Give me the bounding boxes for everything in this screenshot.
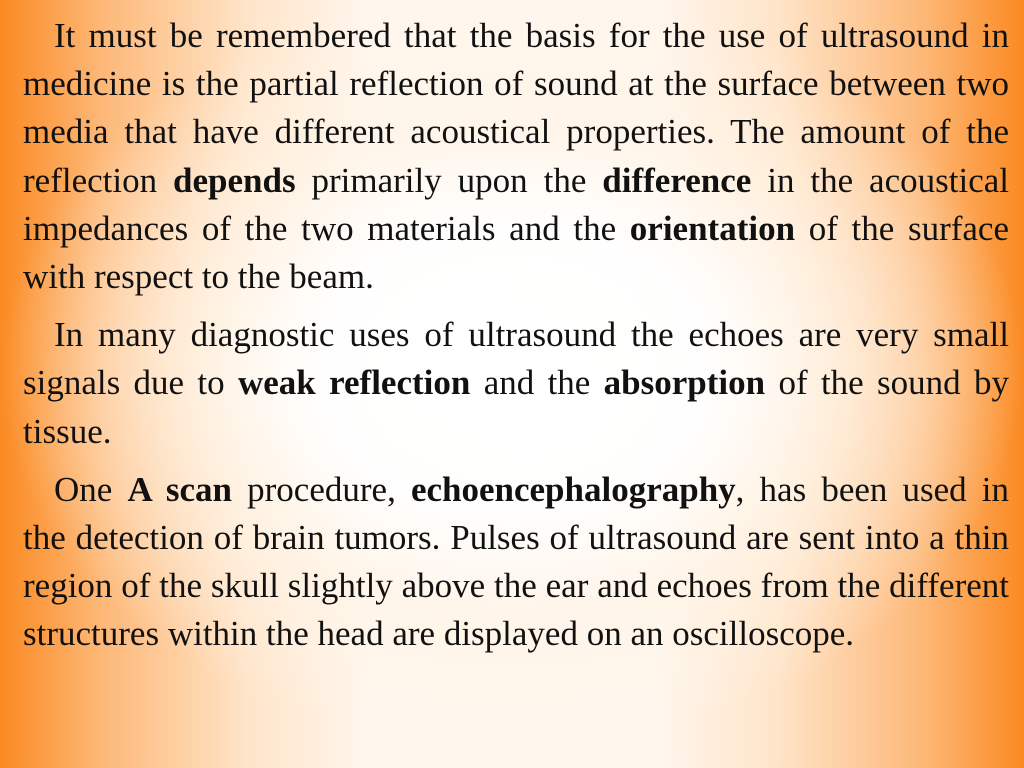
- bold-term-absorption: absorption: [603, 363, 766, 403]
- text-segment: in the acoustical impedances of the two materials and the: [23, 160, 1009, 248]
- paragraph-small-echo-signals: [23, 311, 1009, 456]
- text-segment: In many diagnostic uses of ultrasound the echoes are very small signals due to: [23, 315, 1009, 403]
- text-segment: primarily upon the: [295, 160, 603, 200]
- bold-term-difference: difference: [602, 160, 752, 200]
- bold-term-depends: depends: [173, 160, 296, 200]
- text-segment: of the surface with respect to the beam.: [23, 208, 1009, 297]
- text-segment: One: [54, 469, 128, 509]
- text-segment: , has been used in the detection of brain tumors. Pulses of ultrasound are sent into a thin region of the skull slightly above the ear and echoes from the different structures within the head are displayed on an oscilloscope.: [23, 469, 1010, 654]
- paragraph-reflection-basis: [23, 12, 1009, 301]
- bold-term-weak-reflection: weak reflection: [238, 363, 471, 403]
- slide-text-body: [23, 12, 1009, 669]
- bold-term-echoencephalography: echoencephalography: [410, 469, 736, 509]
- bold-term-a-scan: A scan: [127, 469, 233, 509]
- text-segment: procedure,: [232, 469, 411, 509]
- text-segment: of the sound by tissue.: [23, 363, 1009, 451]
- text-segment: It must be remembered that the basis for the use of ultrasound in medicine is the partial reflection of sound at the surface between two media that have different acoustical properties. The amount of the reflection: [23, 16, 1009, 200]
- bold-term-orientation: orientation: [629, 208, 796, 248]
- text-segment: and the: [470, 363, 604, 403]
- paragraph-echoencephalography: [23, 466, 1009, 659]
